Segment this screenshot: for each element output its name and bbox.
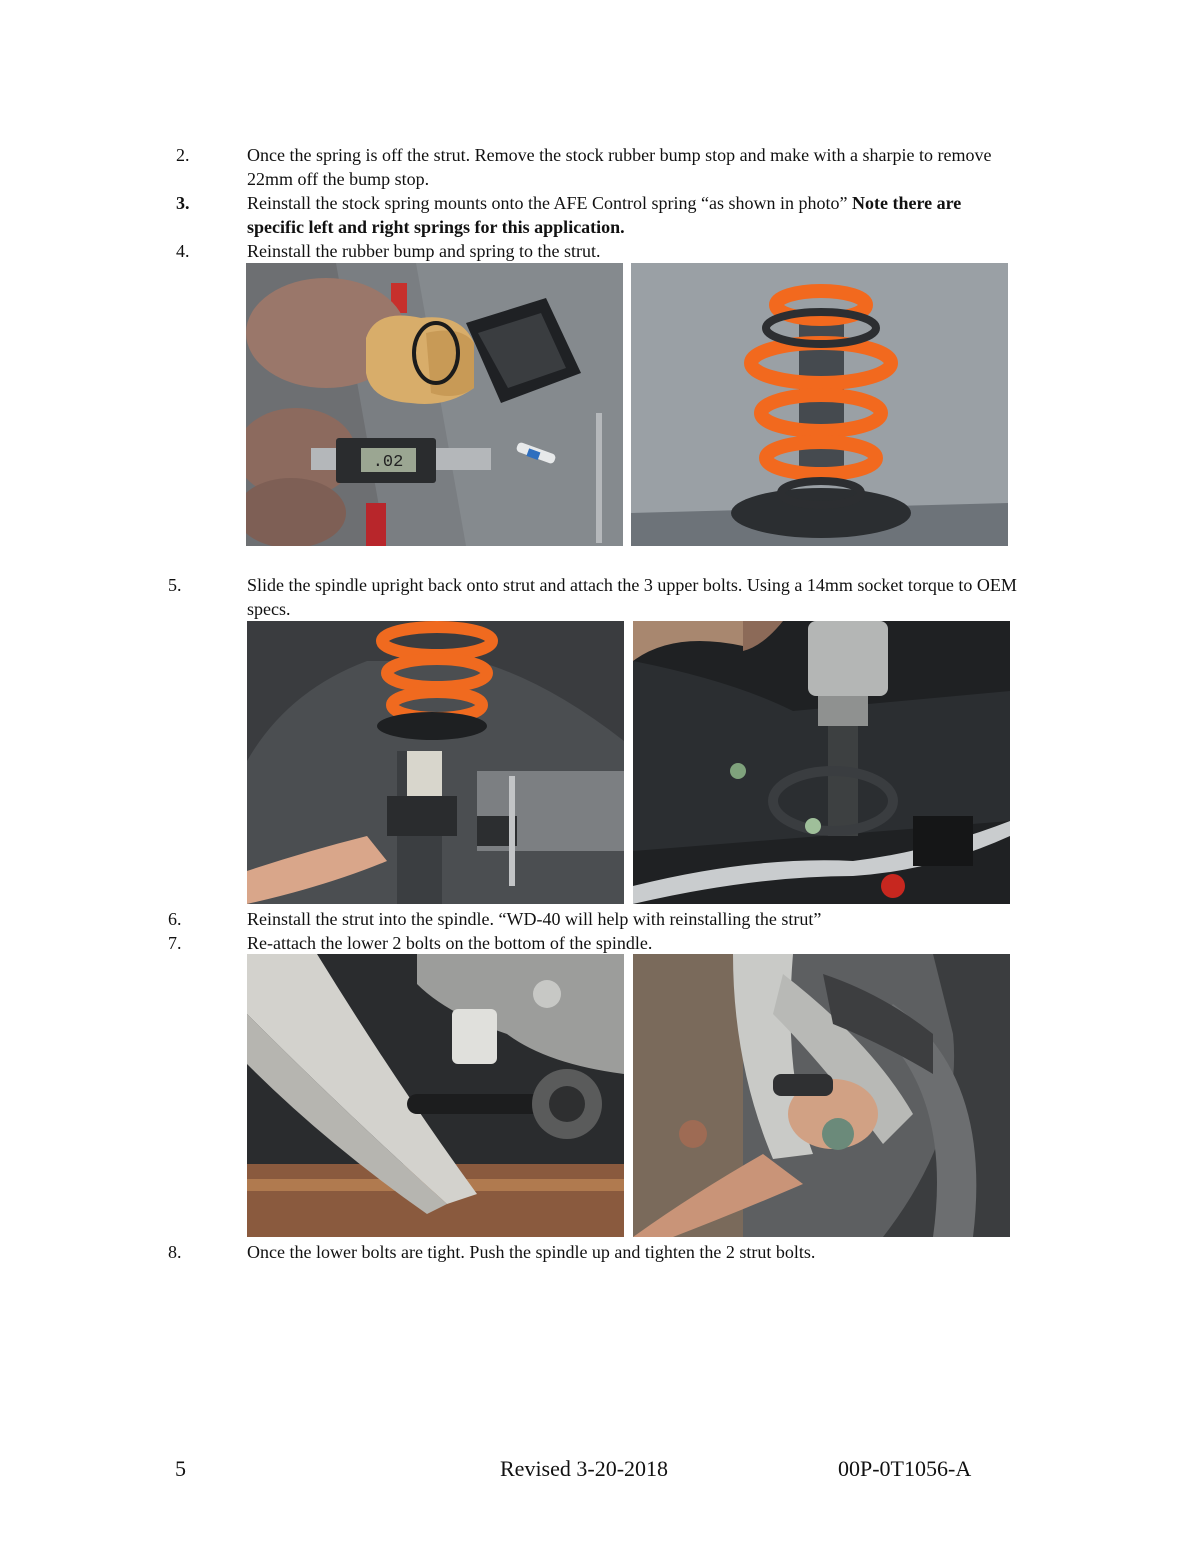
- step-note: Note there are specific left and right springs for this application.: [247, 193, 962, 237]
- step-number: 4.: [176, 241, 190, 261]
- photo-strut-in-wheel-well: [247, 621, 624, 904]
- step-text: Re-attach the lower 2 bolts on the bottom of the spindle.: [247, 933, 653, 953]
- step-text: Once the lower bolts are tight. Push the spindle up and tighten the 2 strut bolts.: [247, 1242, 816, 1262]
- step-text: Reinstall the strut into the spindle. “WD-40 will help with reinstalling the strut”: [247, 909, 822, 929]
- step-number: 5.: [168, 575, 182, 595]
- photo-lower-bolts-ratchet: [247, 954, 624, 1237]
- photo-spring-assembly: [631, 263, 1008, 546]
- step-number: 6.: [168, 909, 182, 929]
- step-text: [247, 191, 1022, 239]
- caliper-reading: .02: [372, 453, 404, 472]
- photo-strut-top-socket: [633, 621, 1010, 904]
- step-number: 3.: [176, 193, 190, 213]
- photo-lower-bolts-hand: [633, 954, 1010, 1237]
- step-number: 8.: [168, 1242, 182, 1262]
- footer-page-number: 5: [175, 1456, 186, 1481]
- step-number: 2.: [176, 145, 190, 165]
- step-text: Once the spring is off the strut. Remove the stock rubber bump stop and make with a sharpie to remove 22mm off the bump stop.: [247, 145, 992, 189]
- photo-bump-stop-caliper: [246, 263, 623, 546]
- footer-revision-date: Revised 3-20-2018: [500, 1456, 669, 1481]
- step-body: Reinstall the stock spring mounts onto the AFE Control spring “as shown in photo”: [247, 193, 852, 213]
- step-text: Reinstall the rubber bump and spring to the strut.: [247, 241, 601, 261]
- footer-part-number: 00P-0T1056-A: [838, 1456, 972, 1481]
- step-text: Slide the spindle upright back onto strut and attach the 3 upper bolts. Using a 14mm socket torque to OEM specs.: [247, 575, 1017, 619]
- step-number: 7.: [168, 933, 182, 953]
